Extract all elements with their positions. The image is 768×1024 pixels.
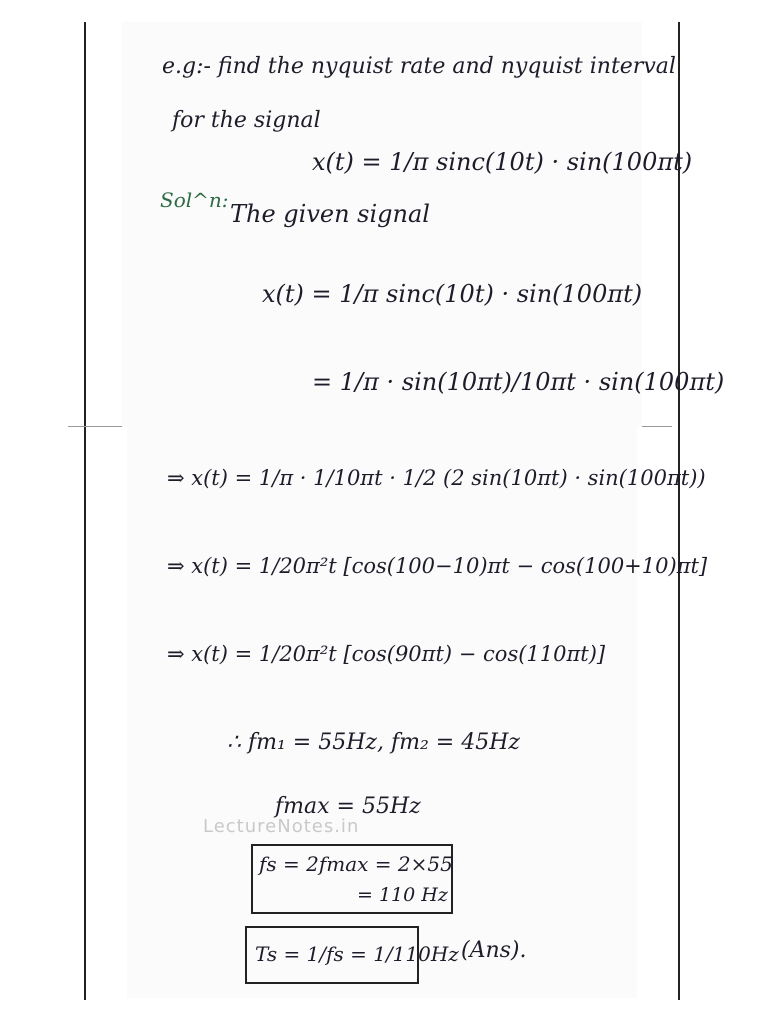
step-3: ⇒ x(t) = 1/π · 1/10πt · 1/2 (2 sin(10πt) · sin(100πt)) bbox=[167, 466, 706, 490]
step-2: = 1/π · sin(10πt)/10πt · sin(100πt) bbox=[312, 368, 725, 396]
problem-line-1: e.g:- find the nyquist rate and nyquist interval bbox=[162, 54, 676, 79]
step-5: ⇒ x(t) = 1/20π²t [cos(90πt) − cos(110πt)] bbox=[167, 642, 606, 666]
scan-page-bottom bbox=[127, 426, 708, 998]
problem-line-2: for the signal bbox=[172, 108, 321, 133]
sampling-interval-box bbox=[245, 926, 459, 984]
solution-intro: The given signal bbox=[230, 200, 430, 228]
box1-line-1: fs = 2fmax = 2×55 bbox=[259, 852, 453, 876]
box2-text: Ts = 1/fs = 1/110Hz bbox=[255, 942, 459, 966]
watermark: LectureNotes.in bbox=[203, 816, 360, 837]
step-7: fmax = 55Hz bbox=[275, 794, 421, 819]
answer-label: (Ans). bbox=[461, 938, 527, 963]
given-signal: x(t) = 1/π sinc(10t) · sin(100πt) bbox=[312, 148, 693, 176]
step-4: ⇒ x(t) = 1/20π²t [cos(100−10)πt − cos(100+10)πt] bbox=[167, 554, 708, 578]
box1-line-2: = 110 Hz bbox=[357, 884, 448, 906]
solution-label: Sol^n: bbox=[160, 188, 229, 212]
left-border bbox=[84, 22, 86, 1000]
step-6: ∴ fm₁ = 55Hz, fm₂ = 45Hz bbox=[227, 730, 521, 755]
scan-page-top bbox=[122, 22, 725, 427]
step-1: x(t) = 1/π sinc(10t) · sin(100πt) bbox=[262, 280, 643, 308]
sampling-frequency-box bbox=[251, 844, 453, 914]
